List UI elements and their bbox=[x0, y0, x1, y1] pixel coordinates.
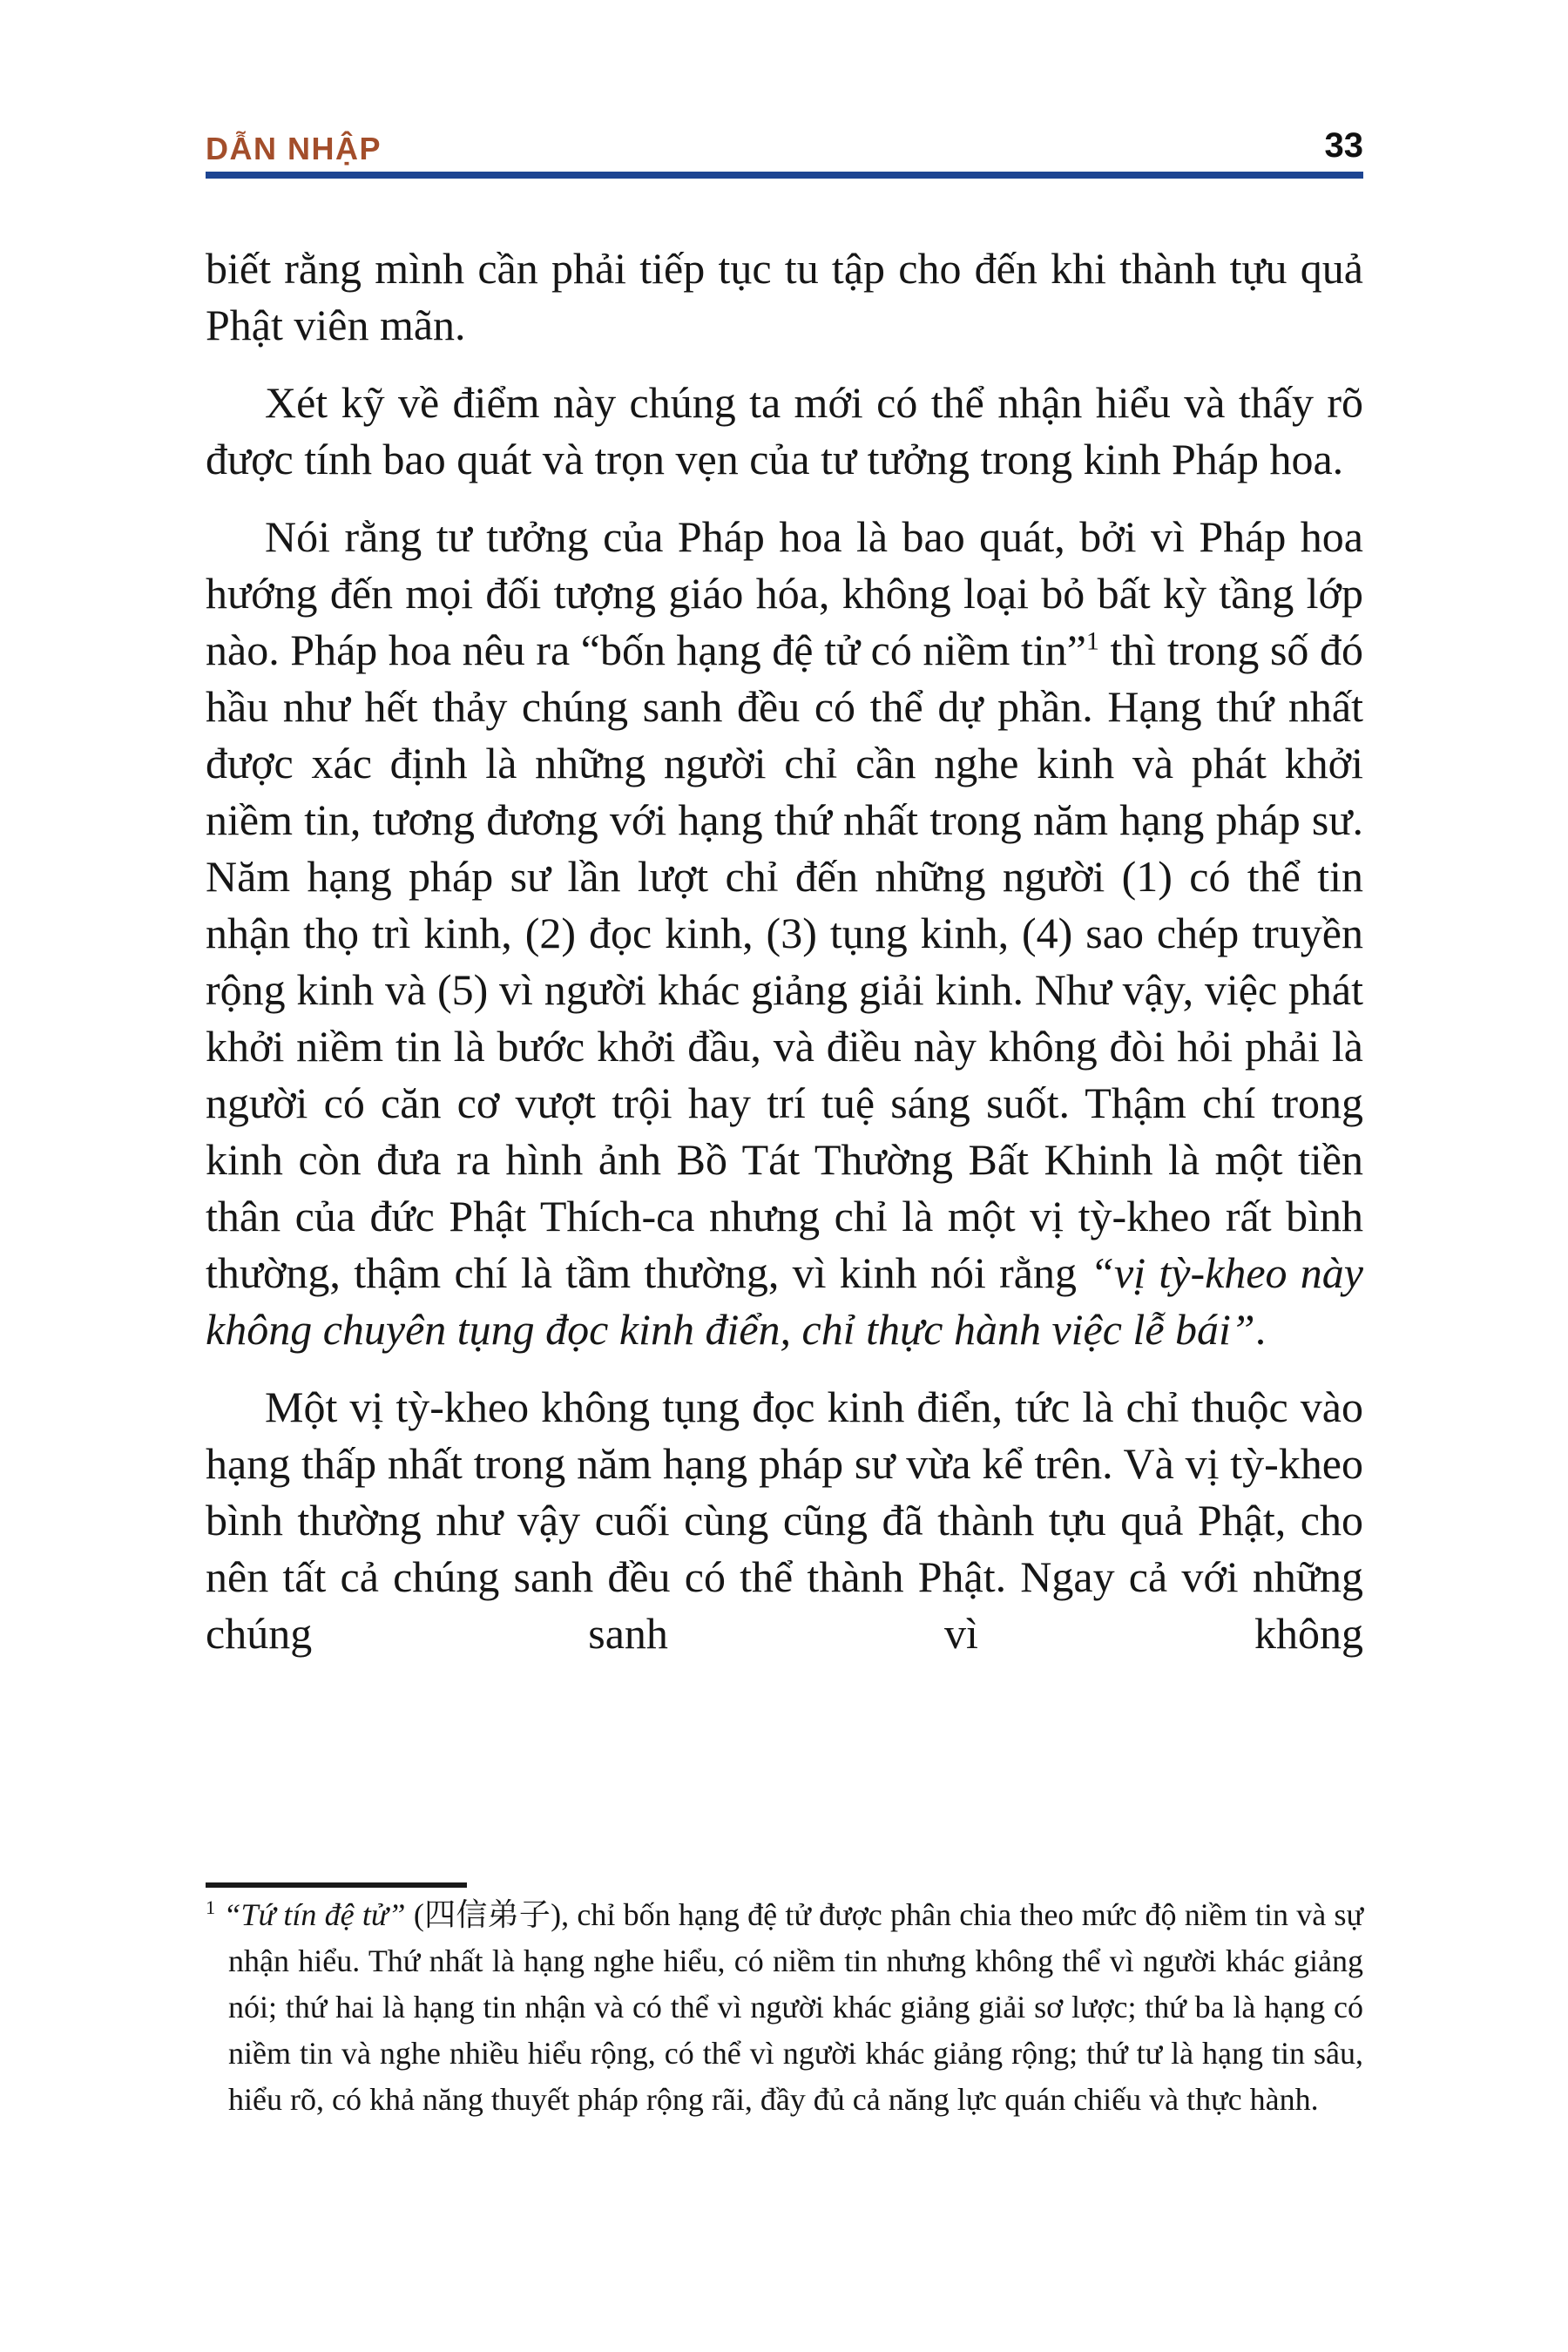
page-number: 33 bbox=[1324, 126, 1363, 165]
body-paragraph bbox=[206, 1379, 1363, 1662]
footnote-paragraph bbox=[206, 1892, 1363, 2123]
text-run: “vị tỳ-kheo này không chuyên tụng đọc kinh điển, chỉ thực hành việc lễ bái” bbox=[206, 1248, 1364, 1354]
body-text bbox=[206, 240, 1363, 1683]
running-head-title: DẪN NHẬP bbox=[206, 131, 382, 166]
body-paragraph bbox=[206, 240, 1363, 354]
text-run: (四信弟子), chỉ bốn hạng đệ tử được phân chia theo mức độ niềm tin và sự nhận hiểu. Thứ nhất là hạng nghe hiểu, có niềm tin nhưng không thể vì người khác giảng nói; thứ hai là hạng tin nhận và có thể vì người khác giảng giải sơ lược; thứ ba là hạng có niềm tin và nghe nhiều hiểu rộng, có thể vì người khác giảng rộng; thứ tư là hạng tin sâu, hiểu rõ, có khả năng thuyết pháp rộng rãi, đầy đủ cả năng lực quán chiếu và thực hành. bbox=[228, 1897, 1364, 2117]
body-paragraph bbox=[206, 375, 1363, 488]
footnote-ref: 1 bbox=[1085, 626, 1099, 656]
text-run: thì trong số đó hầu như hết thảy chúng sanh đều có thể dự phần. Hạng thứ nhất được xác định là những người chỉ cần nghe kinh và phát khởi niềm tin, tương đương với hạng thứ nhất trong năm hạng pháp sư. Năm hạng pháp sư lần lượt chỉ đến những người (1) có thể tin nhận thọ trì kinh, (2) đọc kinh, (3) tụng kinh, (4) sao chép truyền rộng kinh và (5) vì người khác giảng giải kinh. Như vậy, việc phát khởi niềm tin là bước khởi đầu, và điều này không đòi hỏi phải là người có căn cơ vượt trội hay trí tuệ sáng suốt. Thậm chí trong kinh còn đưa ra hình ảnh Bồ Tát Thường Bất Khinh là một tiền thân của đức Phật Thích-ca nhưng chỉ là một vị tỳ-kheo rất bình thường, thậm chí là tầm thường, vì kinh nói rằng bbox=[206, 625, 1363, 1297]
header-rule bbox=[206, 172, 1363, 179]
footnote-divider bbox=[206, 1882, 467, 1888]
text-run: biết rằng mình cần phải tiếp tục tu tập cho đến khi thành tựu quả Phật viên mãn. bbox=[206, 244, 1363, 349]
text-run: “Tứ tín đệ tử” bbox=[223, 1897, 406, 1932]
footnote bbox=[206, 1892, 1363, 2123]
text-run: Xét kỹ về điểm này chúng ta mới có thể nhận hiểu và thấy rõ được tính bao quát và trọn vẹn của tư tưởng trong kinh Pháp hoa. bbox=[206, 378, 1363, 483]
text-run: Một vị tỳ-kheo không tụng đọc kinh điển, tức là chỉ thuộc vào hạng thấp nhất trong năm hạng pháp sư vừa kể trên. Và vị tỳ-kheo bình thường như vậy cuối cùng cũng đã thành tựu quả Phật, cho nên tất cả chúng sanh đều có thể thành Phật. Ngay cả với những chúng sanh vì không bbox=[206, 1382, 1363, 1658]
body-paragraph bbox=[206, 509, 1363, 1358]
text-run: Nói rằng tư tưởng của Pháp hoa là bao quát, bởi vì Pháp hoa hướng đến mọi đối tượng giáo hóa, không loại bỏ bất kỳ tầng lớp nào. Pháp hoa nêu ra “bốn hạng đệ tử có niềm tin” bbox=[206, 512, 1363, 674]
footnote-marker: 1 bbox=[206, 1896, 216, 1918]
text-run: . bbox=[1254, 1305, 1267, 1354]
